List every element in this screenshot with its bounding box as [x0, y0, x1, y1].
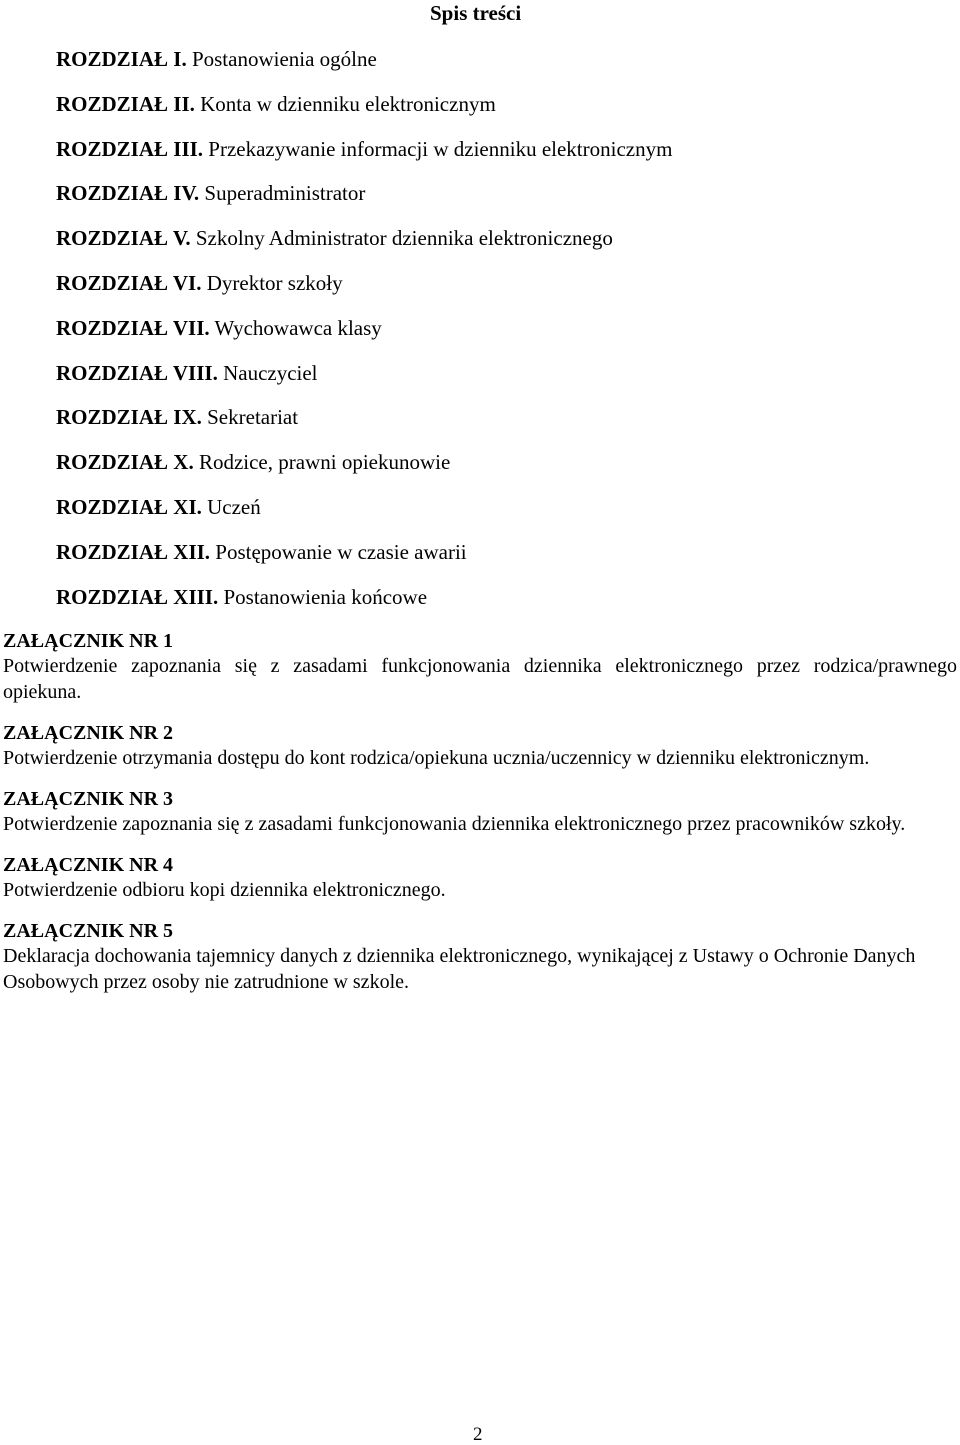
chapter-number: ROZDZIAŁ XI. — [56, 494, 202, 519]
attachment-description: Potwierdzenie otrzymania dostępu do kont rodzica/opiekuna ucznia/uczennicy w dzienniku elektronicznym. — [3, 747, 870, 769]
attachment-description: Potwierdzenie zapoznania się z zasadami funkcjonowania dziennika elektronicznego przez rodzica/prawnego opiekuna. — [3, 655, 957, 703]
chapter-number: ROZDZIAŁ V. — [56, 226, 191, 251]
attachment-entry — [3, 721, 957, 771]
chapter-entry — [56, 540, 672, 585]
chapter-title: Postanowienia ogólne — [191, 47, 377, 71]
chapter-entry — [56, 585, 672, 630]
chapter-number: ROZDZIAŁ IV. — [56, 181, 200, 206]
chapter-entry — [56, 181, 672, 226]
chapter-number: ROZDZIAŁ XII. — [56, 539, 211, 564]
chapter-title: Postanowienia końcowe — [223, 584, 428, 609]
toc-title: Spis treści — [430, 1, 522, 25]
chapter-number: ROZDZIAŁ II. — [56, 91, 195, 116]
chapter-number: ROZDZIAŁ XIII. — [56, 584, 219, 609]
chapter-title: Superadministrator — [204, 181, 366, 206]
attachment-description: Potwierdzenie odbioru kopi dziennika elektronicznego. — [3, 879, 446, 901]
attachment-list — [3, 629, 957, 1011]
chapter-entry — [56, 92, 672, 137]
chapter-number: ROZDZIAŁ I. — [56, 47, 187, 71]
attachment-heading: ZAŁĄCZNIK NR 4 — [3, 854, 174, 876]
chapter-number: ROZDZIAŁ VIII. — [56, 360, 218, 385]
chapter-title: Wychowawca klasy — [214, 315, 382, 340]
page-number: 2 — [473, 1424, 483, 1445]
attachment-entry — [3, 919, 957, 995]
chapter-entry — [56, 450, 672, 495]
chapter-entry — [56, 361, 672, 406]
attachment-entry — [3, 629, 957, 705]
chapter-entry — [56, 316, 672, 361]
chapter-title: Rodzice, prawni opiekunowie — [198, 450, 451, 475]
chapter-entry — [56, 226, 672, 271]
attachment-heading: ZAŁĄCZNIK NR 5 — [3, 920, 174, 942]
chapter-title: Szkolny Administrator dziennika elektronicznego — [195, 226, 613, 251]
attachment-entry — [3, 787, 957, 837]
chapter-entry — [56, 47, 672, 92]
chapter-entry — [56, 137, 672, 182]
attachment-heading: ZAŁĄCZNIK NR 1 — [3, 630, 174, 652]
chapter-list — [56, 47, 672, 629]
attachment-description: Potwierdzenie zapoznania się z zasadami funkcjonowania dziennika elektronicznego przez pracowników szkoły. — [3, 813, 906, 835]
chapter-title: Postępowanie w czasie awarii — [215, 539, 467, 564]
chapter-title: Konta w dzienniku elektronicznym — [200, 91, 496, 116]
chapter-number: ROZDZIAŁ IX. — [56, 405, 202, 430]
chapter-title: Uczeń — [207, 494, 261, 519]
chapter-number: ROZDZIAŁ VII. — [56, 315, 210, 340]
chapter-title: Dyrektor szkoły — [206, 270, 343, 295]
attachment-entry — [3, 853, 957, 903]
chapter-title: Nauczyciel — [223, 360, 318, 385]
attachment-heading: ZAŁĄCZNIK NR 3 — [3, 788, 174, 810]
attachment-description: Deklaracja dochowania tajemnicy danych z dziennika elektronicznego, wynikającej z Ustawy o Ochronie Danych Osobowych przez osoby nie zatrudnione w szkole. — [3, 945, 916, 993]
chapter-entry — [56, 271, 672, 316]
chapter-number: ROZDZIAŁ III. — [56, 136, 204, 161]
chapter-title: Przekazywanie informacji w dzienniku elektronicznym — [208, 136, 673, 161]
chapter-number: ROZDZIAŁ VI. — [56, 270, 202, 295]
attachment-heading: ZAŁĄCZNIK NR 2 — [3, 722, 174, 744]
chapter-entry — [56, 495, 672, 540]
chapter-title: Sekretariat — [207, 405, 299, 430]
chapter-number: ROZDZIAŁ X. — [56, 450, 194, 475]
chapter-entry — [56, 405, 672, 450]
